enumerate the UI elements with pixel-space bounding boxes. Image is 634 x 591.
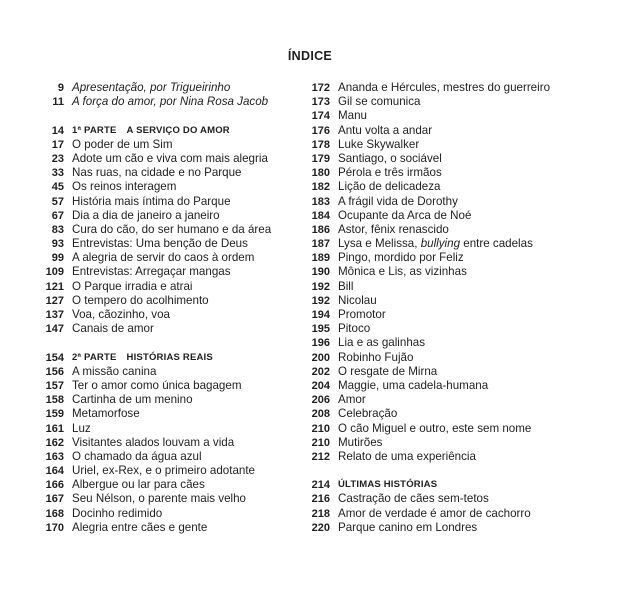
entry-page-number: 162 (45, 436, 64, 449)
entry-title: O cão Miguel e outro, este sem nome (338, 421, 532, 435)
spacer (28, 336, 298, 350)
entry-page-number: 174 (311, 110, 330, 123)
entry-page-number: 168 (45, 507, 64, 520)
entry-title-part: Lysa e Melissa, (338, 237, 421, 251)
entry-title: Entrevistas: Arregaçar mangas (72, 265, 231, 279)
index-entry (28, 152, 298, 166)
section-heading (294, 478, 594, 492)
entry-title: Mutirões (338, 435, 383, 449)
index-entry (294, 237, 594, 251)
entry-title: Antu volta a andar (338, 123, 433, 137)
entry-title: A missão canina (72, 364, 157, 378)
index-entry (28, 507, 298, 521)
index-entry (28, 223, 298, 237)
index-entry (294, 393, 594, 407)
index-entry (294, 407, 594, 421)
entry-page-number: 109 (45, 266, 64, 279)
entry-page-number: 192 (311, 280, 330, 293)
entry-title: Seu Nélson, o parente mais velho (72, 492, 247, 506)
entry-title: Os reinos interagem (72, 180, 177, 194)
index-entry (294, 294, 594, 308)
entry-title: História mais íntima do Parque (72, 194, 231, 208)
entry-page-number: 202 (311, 365, 330, 378)
entry-title: O Parque irradia e atrai (72, 279, 193, 293)
entry-page-number: 167 (45, 493, 64, 506)
entry-page-number: 67 (51, 209, 64, 222)
entry-title: Castração de cães sem-tetos (338, 492, 489, 506)
section-part-label: 1ª PARTE (72, 124, 117, 136)
entry-title: Cartinha de um menino (72, 393, 193, 407)
index-entry (28, 195, 298, 209)
entry-page-number: 17 (51, 138, 64, 151)
index-entry (28, 209, 298, 223)
entry-page-number: 190 (311, 266, 330, 279)
entry-title: Amor (338, 393, 366, 407)
section-page-number: 214 (311, 479, 330, 492)
index-entry (294, 280, 594, 294)
entry-page-number: 137 (45, 309, 64, 321)
spacer (294, 464, 594, 478)
index-entry (294, 436, 594, 450)
entry-title: Canais de amor (72, 322, 154, 336)
section-part-label: 2ª PARTE (72, 351, 117, 363)
entry-title: Amor de verdade é amor de cachorro (338, 506, 531, 520)
entry-title: Santiago, o sociável (338, 151, 442, 165)
entry-page-number: 186 (311, 223, 330, 236)
entry-page-number: 170 (45, 521, 64, 534)
entry-title: Bill (338, 279, 354, 293)
entry-page-number: 212 (311, 450, 330, 463)
index-entry (28, 308, 298, 322)
index-entry (294, 265, 594, 279)
entry-page-number: 218 (311, 507, 330, 520)
index-entry (294, 322, 594, 336)
entry-page-number: 172 (311, 82, 330, 94)
entry-title: Promotor (338, 308, 386, 321)
entry-title: Mônica e Lis, as vizinhas (338, 265, 467, 279)
entry-title: O chamado da água azul (72, 449, 202, 463)
index-entry (294, 351, 594, 365)
entry-title: A alegria de servir do caos à ordem (72, 251, 255, 265)
index-entry (28, 265, 298, 279)
entry-page-number: 57 (51, 195, 64, 208)
index-entry (28, 280, 298, 294)
entry-title: Ter o amor como única bagagem (72, 378, 242, 392)
index-entry (28, 393, 298, 407)
entry-title: Astor, fênix renascido (338, 222, 449, 236)
entry-page-number: 187 (311, 238, 330, 251)
index-entry (294, 223, 594, 237)
entry-page-number: 83 (51, 223, 64, 236)
entry-title: Lição de delicadeza (338, 180, 441, 194)
entry-page-number: 157 (45, 379, 64, 392)
entry-title: Luke Skywalker (338, 137, 420, 151)
entry-title: Visitantes alados louvam a vida (72, 435, 235, 449)
entry-page-number: 189 (311, 252, 330, 265)
section-name: A SERVIÇO DO AMOR (126, 124, 230, 136)
entry-title: Nicolau (338, 293, 377, 307)
index-entry (28, 407, 298, 421)
section-title (72, 124, 230, 138)
entry-page-number: 208 (311, 408, 330, 421)
entry-page-number: 99 (51, 252, 64, 265)
entry-title: Albergue ou lar para cães (72, 478, 205, 492)
entry-page-number: 93 (51, 238, 64, 251)
section-page-number: 14 (51, 124, 64, 137)
entry-page-number: 195 (311, 323, 330, 336)
index-entry (28, 422, 298, 436)
entry-title: Robinho Fujão (338, 350, 414, 364)
entry-page-number: 220 (311, 521, 330, 534)
entry-title: Parque canino em Londres (338, 520, 478, 534)
entry-title: Ocupante da Arca de Noé (338, 208, 472, 222)
index-entry (28, 294, 298, 308)
index-entry (28, 365, 298, 379)
index-entry (28, 166, 298, 180)
entry-page-number: 194 (311, 309, 330, 321)
index-entry (294, 422, 594, 436)
index-entry (28, 450, 298, 464)
index-entry (28, 138, 298, 152)
index-entry (28, 81, 298, 95)
entry-page-number: 179 (311, 152, 330, 165)
entry-title-emphasis: bullying (420, 237, 461, 251)
entry-title: Docinho redimido (72, 506, 163, 520)
entry-page-number: 11 (52, 96, 64, 109)
entry-title: Ananda e Hércules, mestres do guerreiro (338, 81, 551, 94)
index-entry (28, 379, 298, 393)
index-entry (28, 436, 298, 450)
index-entry (294, 507, 594, 521)
entry-page-number: 121 (45, 280, 64, 293)
index-entry (294, 180, 594, 194)
index-entry (294, 95, 594, 109)
entry-title: Pingo, mordido por Feliz (338, 251, 464, 265)
entry-title: O tempero do acolhimento (72, 293, 209, 307)
index-entry (294, 109, 594, 123)
entry-title: Celebração (338, 407, 398, 421)
page-title: ÍNDICE (287, 49, 333, 63)
entry-page-number: 159 (45, 408, 64, 421)
index-entry (28, 322, 298, 336)
section-name: ÚLTIMAS HISTÓRIAS (338, 479, 438, 491)
index-entry (294, 336, 594, 350)
index-entry (294, 81, 594, 95)
index-entry (294, 166, 594, 180)
index-entry (294, 492, 594, 506)
index-entry (294, 521, 594, 535)
entry-title: Entrevistas: Uma benção de Deus (72, 237, 248, 251)
entry-page-number: 182 (311, 181, 330, 194)
index-entry (294, 365, 594, 379)
entry-page-number: 9 (57, 82, 64, 94)
entry-page-number: 173 (311, 96, 330, 109)
index-entry (294, 195, 594, 209)
index-entry (28, 180, 298, 194)
entry-title: O poder de um Sim (72, 137, 173, 151)
entry-page-number: 204 (311, 379, 330, 392)
entry-title: Metamorfose (72, 407, 140, 421)
entry-page-number: 158 (45, 394, 64, 407)
index-entry (28, 521, 298, 535)
entry-page-number: 161 (45, 422, 64, 435)
entry-title: Alegria entre cães e gente (72, 520, 208, 534)
index-entry (294, 450, 594, 464)
entry-page-number: 183 (311, 195, 330, 208)
entry-page-number: 156 (45, 365, 64, 378)
entry-title: Cura do cão, do ser humano e da área (72, 222, 272, 236)
entry-page-number: 184 (311, 209, 330, 222)
entry-title: Maggie, uma cadela-humana (338, 378, 489, 392)
entry-page-number: 180 (311, 167, 330, 180)
entry-title: Nas ruas, na cidade e no Parque (72, 166, 242, 180)
entry-title: Pérola e três irmãos (338, 166, 442, 180)
section-heading (28, 351, 298, 365)
entry-title: Luz (72, 421, 91, 435)
entry-title-part: entre cadelas (460, 237, 533, 251)
index-entry (294, 138, 594, 152)
section-page-number: 154 (45, 351, 64, 364)
entry-title: Adote um cão e viva com mais alegria (72, 151, 268, 165)
index-entry (28, 464, 298, 478)
entry-title: Voa, cãozinho, voa (72, 308, 170, 321)
entry-page-number: 178 (311, 138, 330, 151)
entry-title: O resgate de Mirna (338, 364, 438, 378)
index-entry (28, 251, 298, 265)
index-entry (294, 251, 594, 265)
entry-page-number: 200 (311, 351, 330, 364)
index-entry (28, 478, 298, 492)
entry-page-number: 147 (45, 323, 64, 336)
entry-page-number: 164 (45, 465, 64, 478)
entry-title: A frágil vida de Dorothy (338, 194, 458, 208)
entry-page-number: 210 (311, 422, 330, 435)
index-right-column (294, 81, 594, 535)
entry-page-number: 166 (45, 479, 64, 492)
entry-title (338, 237, 533, 251)
entry-title: Manu (338, 109, 368, 123)
entry-title: Apresentação, por Trigueirinho (72, 81, 231, 94)
section-title (72, 351, 213, 365)
entry-title: Pitoco (338, 322, 371, 336)
entry-page-number: 196 (311, 337, 330, 350)
entry-title: Dia a dia de janeiro a janeiro (72, 208, 220, 222)
index-entry (294, 308, 594, 322)
entry-page-number: 176 (311, 124, 330, 137)
entry-page-number: 210 (311, 436, 330, 449)
entry-page-number: 163 (45, 450, 64, 463)
index-left-column (28, 81, 298, 535)
entry-page-number: 33 (51, 167, 64, 180)
entry-page-number: 216 (311, 493, 330, 506)
entry-title: Gil se comunica (338, 95, 421, 109)
index-entry (294, 152, 594, 166)
entry-page-number: 206 (311, 394, 330, 407)
entry-title: Lia e as galinhas (338, 336, 426, 350)
index-entry (28, 95, 298, 109)
index-entry (28, 492, 298, 506)
entry-title: Uriel, ex-Rex, e o primeiro adotante (72, 464, 256, 478)
entry-title: A força do amor, por Nina Rosa Jacob (72, 95, 269, 109)
index-entry (28, 237, 298, 251)
entry-title: Relato de uma experiência (338, 449, 476, 463)
index-entry (294, 379, 594, 393)
entry-page-number: 23 (51, 152, 64, 165)
spacer (28, 109, 298, 123)
entry-page-number: 127 (45, 294, 64, 307)
section-title (338, 478, 437, 492)
entry-page-number: 192 (311, 294, 330, 307)
section-name: HISTÓRIAS REAIS (126, 351, 213, 363)
index-entry (294, 124, 594, 138)
index-entry (294, 209, 594, 223)
section-heading (28, 124, 298, 138)
entry-page-number: 45 (51, 181, 64, 194)
